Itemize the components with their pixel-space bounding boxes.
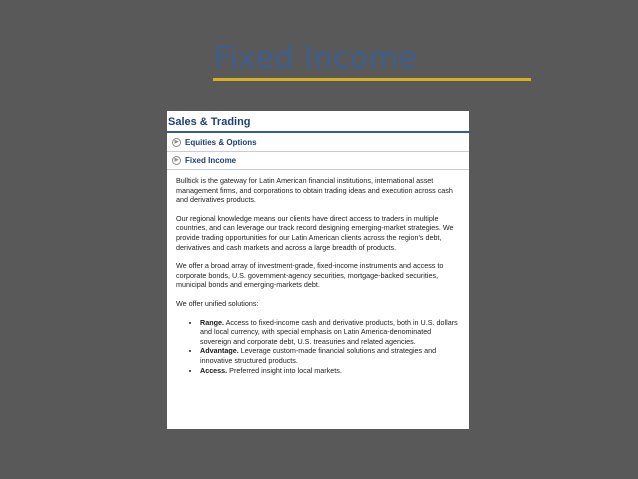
nav-item-label[interactable]: Fixed Income — [185, 156, 237, 165]
panel-heading: Sales & Trading — [168, 116, 251, 128]
nav-item-fixed-income[interactable] — [172, 154, 464, 167]
paragraph-offerings: We offer a broad array of investment-grade, fixed-income instruments and access to corporate bonds, U.S. government-agency securities, mortgage-backed securities, municipal bonds and emerging-markets debt. — [176, 261, 444, 290]
solution-term: Advantage. — [200, 346, 239, 356]
nav-divider — [167, 169, 469, 170]
solutions-list — [176, 318, 460, 376]
list-item — [200, 366, 460, 376]
circle-arrow-icon: ▶ — [172, 138, 181, 147]
nav-item-label[interactable]: Equities & Options — [185, 138, 257, 147]
list-item — [200, 318, 460, 347]
nav-item-equities-options[interactable] — [172, 136, 464, 149]
solution-text: Leverage custom-made financial solutions and strategies and innovative structured products. — [200, 346, 437, 365]
solution-text: Preferred insight into local markets. — [227, 365, 342, 375]
paragraph-solutions-intro: We offer unified solutions: — [176, 298, 259, 308]
content-body — [176, 176, 460, 375]
solution-term: Range. — [200, 317, 224, 327]
paragraph-regional-knowledge: Our regional knowledge means our clients have direct access to traders in multiple countries, and can leverage our track record designing emerging-market strategies. We provide trading opportunities for our Latin American clients across the region's debt, derivatives and cash markets and across a large breadth of products. — [176, 213, 454, 252]
title-underline — [213, 78, 531, 81]
heading-divider — [167, 131, 469, 133]
solution-term: Access. — [200, 365, 228, 375]
paragraph-intro: Bulltick is the gateway for Latin American financial institutions, international asset management firms, and corporations to obtain trading ideas and execution across cash and derivatives products. — [176, 176, 453, 205]
slide-title: Fixed Income — [214, 41, 418, 76]
solution-text: Access to fixed-income cash and derivative products, both in U.S. dollars and local currency, with special emphasis on Latin America-denominated sovereign and corporate debt, U.S. treasuries and related agencies. — [200, 317, 458, 346]
circle-arrow-icon: ▶ — [172, 156, 181, 165]
list-item — [200, 346, 460, 365]
sales-trading-panel — [167, 111, 469, 429]
nav-divider — [167, 151, 469, 152]
